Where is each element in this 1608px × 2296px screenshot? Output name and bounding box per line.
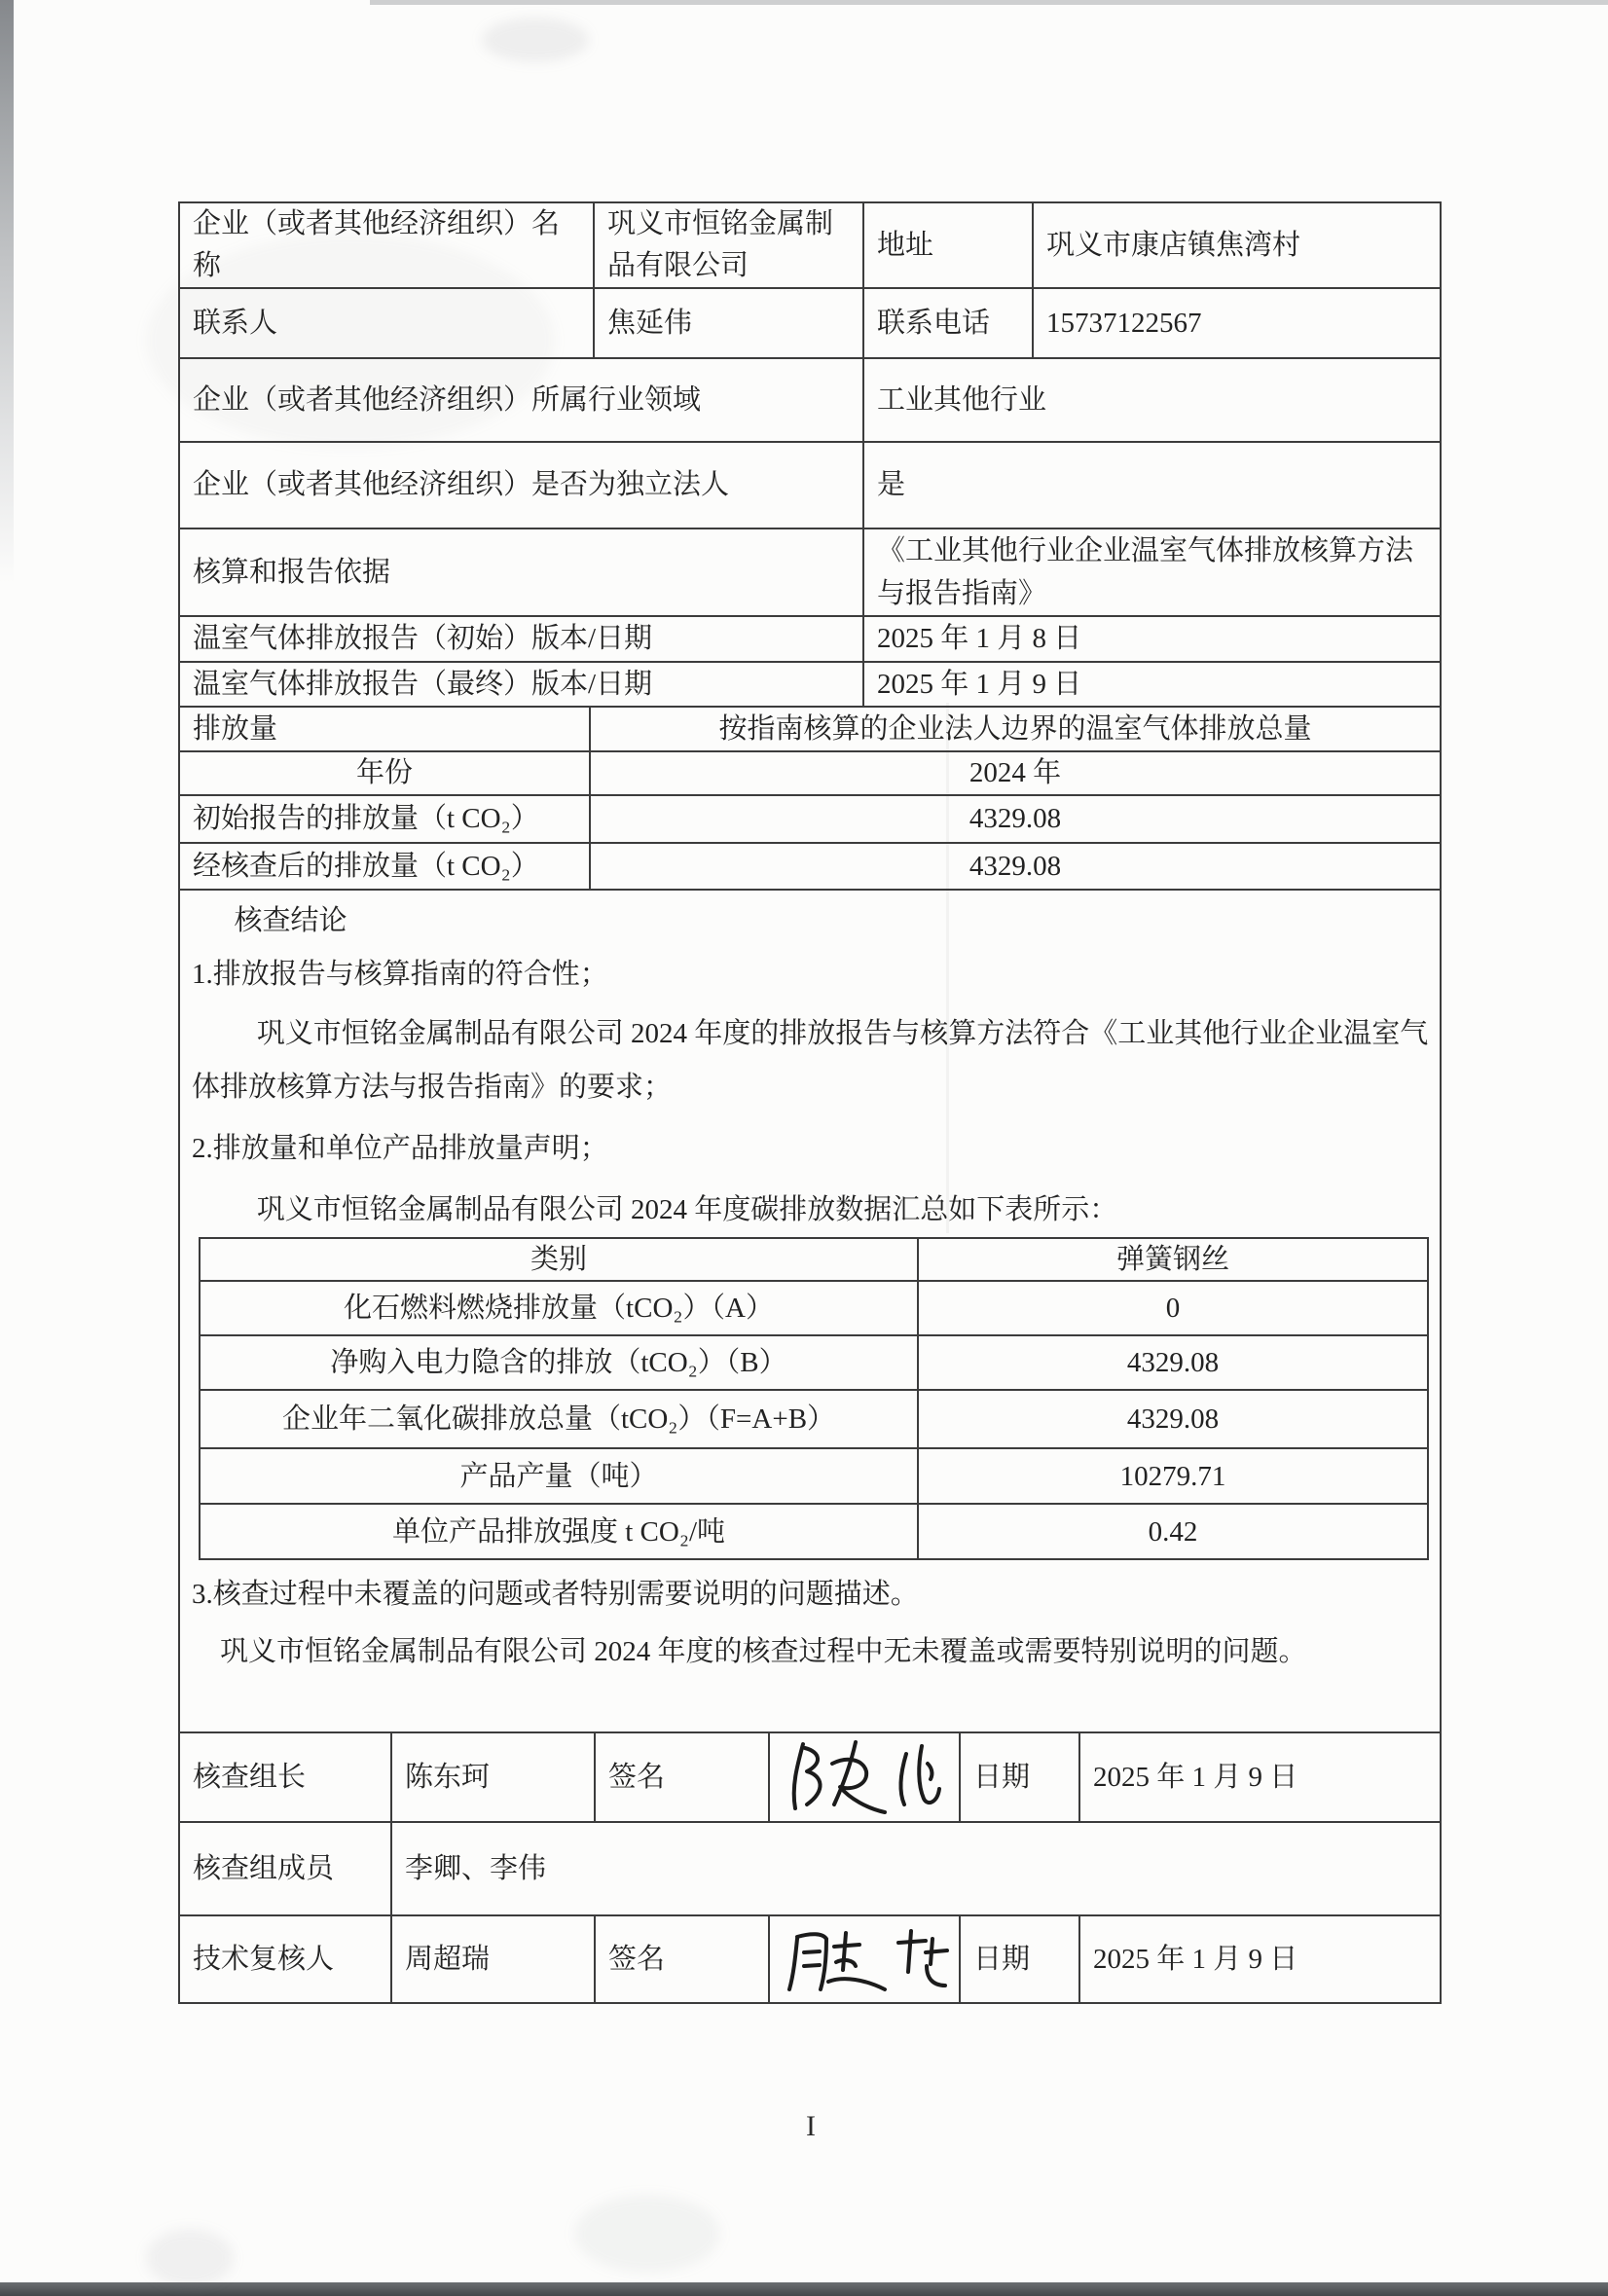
summary-label: 单位产品排放强度 t CO₂/吨: [391, 1515, 725, 1548]
technical-reviewer-date: 2025 年 1 月 9 日: [1078, 1916, 1440, 2002]
technical-reviewer-name: 周超瑞: [390, 1916, 594, 2002]
summary-row-fossil-fuel: [201, 1280, 1427, 1334]
conclusion-paragraph-3: 巩义市恒铭金属制品有限公司 2024 年度的核查过程中无未覆盖或需要特别说明的问题。: [220, 1636, 1307, 1667]
date-label: 日期: [959, 1916, 1078, 2002]
summary-value: 10279.71: [917, 1449, 1427, 1503]
scan-smudge: [574, 2195, 720, 2273]
summary-label: 化石燃料燃烧排放量（tCO₂）（A）: [344, 1293, 774, 1324]
summary-label: 净购入电力隐含的排放（tCO₂）（B）: [330, 1347, 787, 1378]
emission-summary-table: [199, 1237, 1429, 1560]
initial-version-label: 温室气体排放报告（初始）版本/日期: [193, 623, 653, 654]
technical-reviewer-label: 技术复核人: [193, 1943, 335, 1975]
date-label: 日期: [959, 1733, 1078, 1821]
phone-value: 15737122567: [1032, 289, 1440, 357]
row-initial-report-version: [180, 615, 1440, 661]
signature-label: 签名: [594, 1733, 768, 1821]
technical-reviewer-signature-cell: [768, 1916, 959, 2002]
team-leader-name: 陈东珂: [390, 1733, 594, 1821]
row-contact: [180, 287, 1440, 357]
basis-label: 核算和报告依据: [193, 556, 391, 588]
conclusion-paragraph-1: 巩义市恒铭金属制品有限公司 2024 年度的排放报告与核算方法符合《工业其他行业企业温室气体排放核算方法与报告指南》的要求；: [192, 1018, 1429, 1103]
row-technical-reviewer: [180, 1914, 1440, 2002]
summary-row-total-co2: [201, 1389, 1427, 1447]
address-label: 地址: [862, 203, 1032, 287]
verification-report-table: [178, 201, 1442, 2004]
address-value: 巩义市康店镇焦湾村: [1032, 203, 1440, 287]
summary-row-purchased-electricity: [201, 1334, 1427, 1389]
conclusion-item-2: 2.排放量和单位产品排放量声明；: [192, 1133, 608, 1164]
row-team-members: [180, 1821, 1440, 1914]
year-value: 2024 年: [589, 752, 1440, 794]
initial-emissions-value: 4329.08: [589, 796, 1440, 842]
conclusion-item-1: 1.排放报告与核算指南的符合性；: [192, 959, 608, 990]
conclusion-paragraph-2: 巩义市恒铭金属制品有限公司 2024 年度碳排放数据汇总如下表所示：: [256, 1194, 1118, 1225]
summary-value: 0: [917, 1282, 1427, 1334]
team-leader-signature-cell: [768, 1733, 959, 1821]
initial-emissions-label: 初始报告的排放量（t CO₂）: [193, 803, 539, 834]
summary-header-product: 弹簧钢丝: [917, 1239, 1427, 1280]
company-name-value: 巩义市恒铭金属制品有限公司: [593, 203, 862, 287]
independent-label: 企业（或者其他经济组织）是否为独立法人: [193, 469, 730, 500]
industry-value: 工业其他行业: [862, 359, 1440, 441]
year-label: 年份: [355, 757, 413, 788]
reviewer-handwritten-signature-icon: [782, 1923, 947, 1995]
summary-value: 4329.08: [917, 1391, 1427, 1447]
scan-smudge: [146, 2229, 234, 2287]
conclusion-title: 核查结论: [234, 905, 347, 936]
independent-value: 是: [862, 443, 1440, 528]
conclusion-item-3: 3.核查过程中未覆盖的问题或者特别需要说明的问题描述。: [192, 1579, 919, 1610]
basis-value: 《工业其他行业企业温室气体排放核算方法与报告指南》: [862, 529, 1440, 615]
summary-value: 4329.08: [917, 1336, 1427, 1389]
conclusion-cell: [180, 891, 1441, 1731]
summary-value: 0.42: [917, 1505, 1427, 1558]
row-conclusion: [180, 889, 1440, 1731]
team-members-label: 核查组成员: [193, 1852, 335, 1884]
final-version-value: 2025 年 1 月 9 日: [862, 663, 1440, 706]
row-independent-legal-entity: [180, 441, 1440, 528]
page-number: I: [806, 2110, 816, 2142]
contact-label: 联系人: [193, 307, 278, 339]
emissions-section-header: 按指南核算的企业法人边界的温室气体排放总量: [589, 708, 1440, 750]
summary-header-category: 类别: [530, 1244, 587, 1275]
verified-emissions-label: 经核查后的排放量（t CO₂）: [193, 850, 539, 882]
row-accounting-basis: [180, 528, 1440, 615]
row-emissions-header: [180, 706, 1440, 750]
signature-label: 签名: [594, 1916, 768, 2002]
summary-header-row: [201, 1239, 1427, 1280]
summary-label: 企业年二氧化碳排放总量（tCO₂）（F=A+B）: [281, 1403, 836, 1435]
team-leader-label: 核查组长: [193, 1761, 307, 1793]
scan-artifact-top-edge: [370, 0, 1608, 5]
summary-row-product-output: [201, 1447, 1427, 1503]
verified-emissions-value: 4329.08: [589, 844, 1440, 889]
summary-label: 产品产量（吨）: [459, 1460, 658, 1492]
leader-handwritten-signature-icon: [774, 1731, 955, 1824]
company-name-label: 企业（或者其他经济组织）名称: [193, 208, 561, 281]
scan-smudge: [482, 18, 589, 62]
row-company: [180, 203, 1440, 287]
team-members-value: 李卿、李伟: [390, 1823, 1440, 1914]
emissions-section-label: 排放量: [193, 712, 278, 745]
industry-label: 企业（或者其他经济组织）所属行业领域: [193, 383, 702, 416]
team-leader-date: 2025 年 1 月 9 日: [1078, 1733, 1440, 1821]
scan-artifact-bottom-edge: [0, 2282, 1608, 2296]
final-version-label: 温室气体排放报告（最终）版本/日期: [193, 668, 653, 700]
row-industry: [180, 357, 1440, 441]
row-verified-emissions: [180, 842, 1440, 889]
row-final-report-version: [180, 661, 1440, 706]
row-emissions-year: [180, 750, 1440, 794]
row-initial-emissions: [180, 794, 1440, 842]
summary-row-emission-intensity: [201, 1503, 1427, 1558]
scan-artifact-left-edge: [0, 0, 14, 584]
initial-version-value: 2025 年 1 月 8 日: [862, 617, 1440, 661]
row-team-leader: [180, 1731, 1440, 1821]
phone-label: 联系电话: [862, 289, 1032, 357]
contact-value: 焦延伟: [593, 289, 862, 357]
